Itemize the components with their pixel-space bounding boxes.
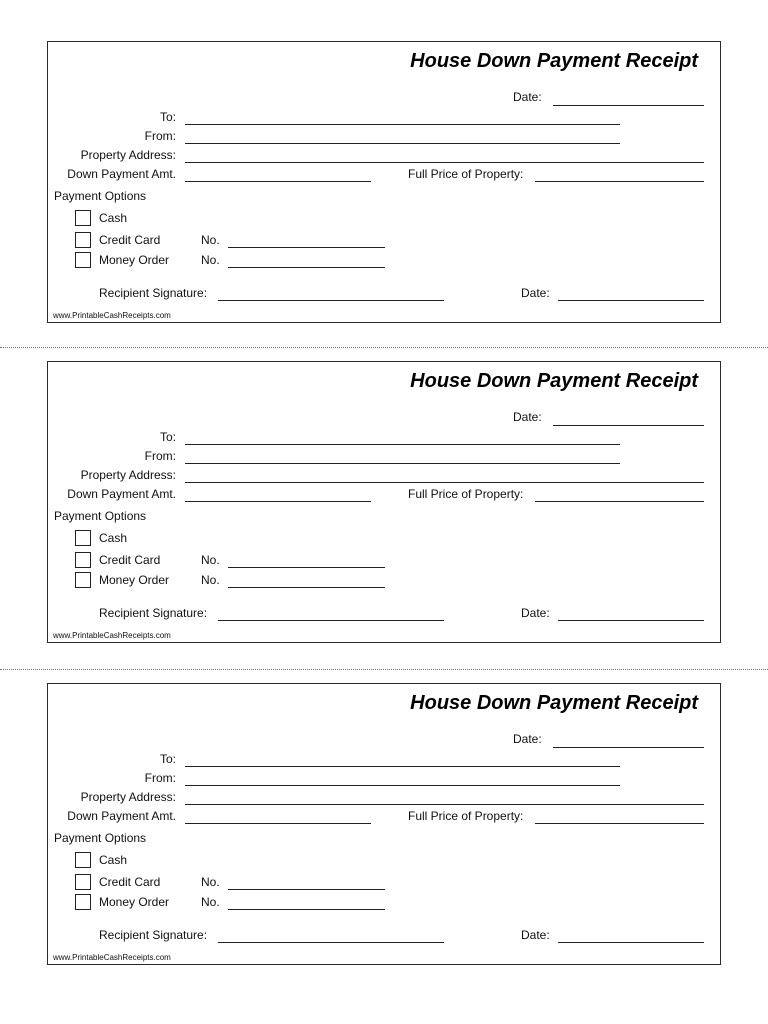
to-label: To: <box>159 752 176 766</box>
property-address-label: Property Address: <box>80 790 176 804</box>
property-address-label: Property Address: <box>80 148 176 162</box>
signature-date-field[interactable] <box>558 300 704 301</box>
date-field[interactable] <box>553 425 704 426</box>
signature-date-field[interactable] <box>558 620 704 621</box>
down-payment-field[interactable] <box>185 823 371 824</box>
full-price-label: Full Price of Property: <box>408 167 524 181</box>
credit-card-number-field[interactable] <box>228 247 385 248</box>
recipient-signature-label: Recipient Signature: <box>99 286 208 300</box>
down-payment-label: Down Payment Amt. <box>67 809 176 823</box>
cash-label: Cash <box>99 211 128 225</box>
to-field[interactable] <box>185 766 620 767</box>
property-address-label: Property Address: <box>80 468 176 482</box>
to-label: To: <box>159 110 176 124</box>
cut-line-1 <box>0 347 768 348</box>
credit-card-number-label: No. <box>201 875 220 889</box>
website-footer: www.PrintableCashReceipts.com <box>53 631 171 640</box>
money-order-checkbox[interactable] <box>75 252 91 268</box>
money-order-checkbox[interactable] <box>75 572 91 588</box>
cash-checkbox[interactable] <box>75 210 91 226</box>
date-label: Date: <box>513 732 542 746</box>
from-label: From: <box>144 771 176 785</box>
signature-date-label: Date: <box>521 606 550 620</box>
from-field[interactable] <box>185 463 620 464</box>
receipt-title: House Down Payment Receipt <box>410 50 698 72</box>
signature-date-field[interactable] <box>558 942 704 943</box>
money-order-label: Money Order <box>99 573 170 587</box>
money-order-number-field[interactable] <box>228 267 385 268</box>
payment-options-label: Payment Options <box>54 831 147 845</box>
down-payment-field[interactable] <box>185 181 371 182</box>
payment-options-label: Payment Options <box>54 189 147 203</box>
full-price-field[interactable] <box>535 181 704 182</box>
money-order-label: Money Order <box>99 895 170 909</box>
credit-card-number-label: No. <box>201 233 220 247</box>
website-footer: www.PrintableCashReceipts.com <box>53 311 171 320</box>
recipient-signature-label: Recipient Signature: <box>99 606 208 620</box>
cash-label: Cash <box>99 531 128 545</box>
full-price-label: Full Price of Property: <box>408 487 524 501</box>
credit-card-checkbox[interactable] <box>75 232 91 248</box>
to-label: To: <box>159 430 176 444</box>
date-field[interactable] <box>553 105 704 106</box>
money-order-number-label: No. <box>201 253 220 267</box>
from-label: From: <box>144 129 176 143</box>
credit-card-number-field[interactable] <box>228 567 385 568</box>
money-order-number-label: No. <box>201 895 220 909</box>
money-order-number-label: No. <box>201 573 220 587</box>
money-order-checkbox[interactable] <box>75 894 91 910</box>
receipt-3 <box>47 683 721 965</box>
property-address-field[interactable] <box>185 804 704 805</box>
credit-card-label: Credit Card <box>99 553 161 567</box>
full-price-label: Full Price of Property: <box>408 809 524 823</box>
full-price-field[interactable] <box>535 823 704 824</box>
recipient-signature-field[interactable] <box>218 942 444 943</box>
credit-card-checkbox[interactable] <box>75 552 91 568</box>
to-field[interactable] <box>185 444 620 445</box>
down-payment-label: Down Payment Amt. <box>67 167 176 181</box>
cash-label: Cash <box>99 853 128 867</box>
recipient-signature-field[interactable] <box>218 620 444 621</box>
property-address-field[interactable] <box>185 482 704 483</box>
cash-checkbox[interactable] <box>75 852 91 868</box>
credit-card-number-field[interactable] <box>228 889 385 890</box>
down-payment-field[interactable] <box>185 501 371 502</box>
receipt-title: House Down Payment Receipt <box>410 370 698 392</box>
credit-card-checkbox[interactable] <box>75 874 91 890</box>
website-footer: www.PrintableCashReceipts.com <box>53 953 171 962</box>
full-price-field[interactable] <box>535 501 704 502</box>
receipt-1 <box>47 41 721 323</box>
date-field[interactable] <box>553 747 704 748</box>
money-order-number-field[interactable] <box>228 909 385 910</box>
signature-date-label: Date: <box>521 928 550 942</box>
receipt-title: House Down Payment Receipt <box>410 692 698 714</box>
date-label: Date: <box>513 90 542 104</box>
payment-options-label: Payment Options <box>54 509 147 523</box>
recipient-signature-field[interactable] <box>218 300 444 301</box>
date-label: Date: <box>513 410 542 424</box>
money-order-number-field[interactable] <box>228 587 385 588</box>
from-field[interactable] <box>185 143 620 144</box>
cut-line-2 <box>0 669 768 670</box>
signature-date-label: Date: <box>521 286 550 300</box>
property-address-field[interactable] <box>185 162 704 163</box>
from-label: From: <box>144 449 176 463</box>
from-field[interactable] <box>185 785 620 786</box>
down-payment-label: Down Payment Amt. <box>67 487 176 501</box>
credit-card-label: Credit Card <box>99 233 161 247</box>
credit-card-number-label: No. <box>201 553 220 567</box>
recipient-signature-label: Recipient Signature: <box>99 928 208 942</box>
receipt-2 <box>47 361 721 643</box>
money-order-label: Money Order <box>99 253 170 267</box>
credit-card-label: Credit Card <box>99 875 161 889</box>
to-field[interactable] <box>185 124 620 125</box>
cash-checkbox[interactable] <box>75 530 91 546</box>
